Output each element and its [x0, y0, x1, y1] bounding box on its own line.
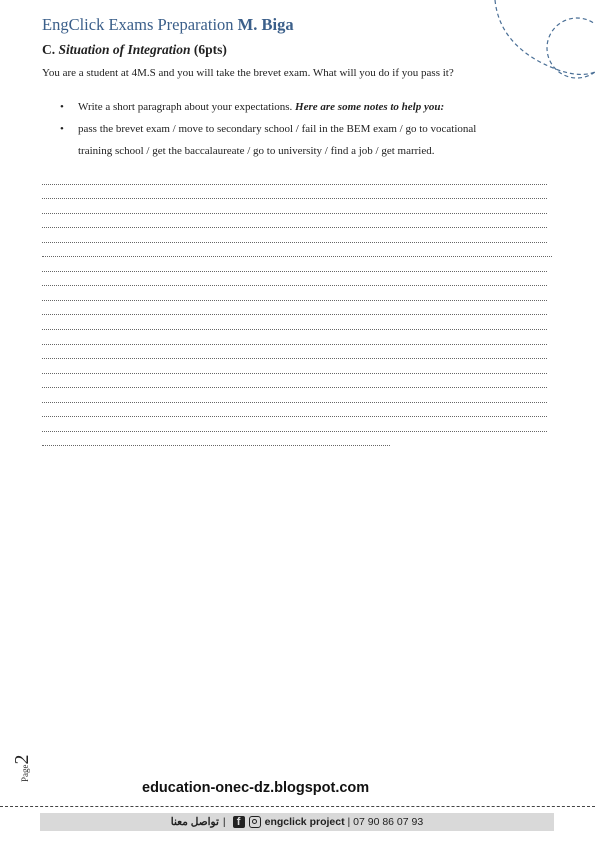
project-name: engclick project — [264, 816, 345, 828]
answer-line[interactable] — [42, 185, 547, 200]
page-number — [11, 742, 33, 782]
page-word: Page — [20, 764, 30, 782]
answer-line[interactable] — [42, 170, 547, 185]
section-title: Situation of Integration — [58, 42, 191, 57]
answer-line[interactable] — [42, 272, 547, 287]
section-points: (6pts) — [193, 42, 227, 57]
answer-area[interactable] — [42, 170, 552, 446]
answer-line[interactable] — [42, 286, 547, 301]
section-letter: C. — [42, 42, 56, 57]
notes-line-2: training school / get the baccalaureate / go to university / find a job / get married. — [78, 145, 435, 157]
decorative-swirl-icon — [485, 0, 595, 90]
answer-line[interactable] — [42, 345, 547, 360]
answer-line[interactable] — [42, 330, 547, 345]
answer-line[interactable] — [42, 359, 547, 374]
page-header — [42, 15, 294, 35]
instructions-list — [60, 96, 540, 162]
answer-line[interactable] — [42, 417, 547, 432]
contact-label: تواصل معنا — [170, 816, 219, 828]
page-num: 2 — [11, 754, 33, 765]
answer-line[interactable] — [42, 315, 547, 330]
bullet-icon: • — [60, 101, 64, 113]
bullet-icon: • — [60, 123, 64, 135]
answer-line[interactable] — [42, 432, 390, 447]
list-item — [60, 118, 540, 162]
header-title: EngClick Exams Preparation — [42, 15, 234, 34]
answer-line[interactable] — [42, 199, 547, 214]
instagram-icon[interactable] — [249, 816, 261, 828]
section-heading — [42, 42, 227, 58]
answer-line[interactable] — [42, 214, 547, 229]
task-prompt: You are a student at 4M.S and you will take the brevet exam. What will you do if you pass it? — [42, 67, 454, 79]
answer-line[interactable] — [42, 257, 547, 272]
instruction-text: Write a short paragraph about your expectations. — [78, 101, 293, 113]
answer-line[interactable] — [42, 243, 552, 258]
answer-line[interactable] — [42, 403, 547, 418]
facebook-icon[interactable]: f — [233, 816, 245, 828]
answer-line[interactable] — [42, 388, 547, 403]
footer-bar — [40, 813, 554, 831]
dashed-divider — [0, 806, 595, 807]
answer-line[interactable] — [42, 301, 547, 316]
website-url[interactable]: education-onec-dz.blogspot.com — [142, 780, 370, 796]
answer-line[interactable] — [42, 374, 547, 389]
answer-line[interactable] — [42, 228, 547, 243]
phone-number: | 07 90 86 07 93 — [347, 816, 424, 828]
instruction-emphasis: Here are some notes to help you: — [295, 101, 445, 113]
list-item — [60, 96, 540, 118]
footer-separator: | — [222, 816, 226, 828]
notes-line-1: pass the brevet exam / move to secondary school / fail in the BEM exam / go to vocational — [78, 123, 477, 135]
header-author: M. Biga — [237, 15, 294, 34]
